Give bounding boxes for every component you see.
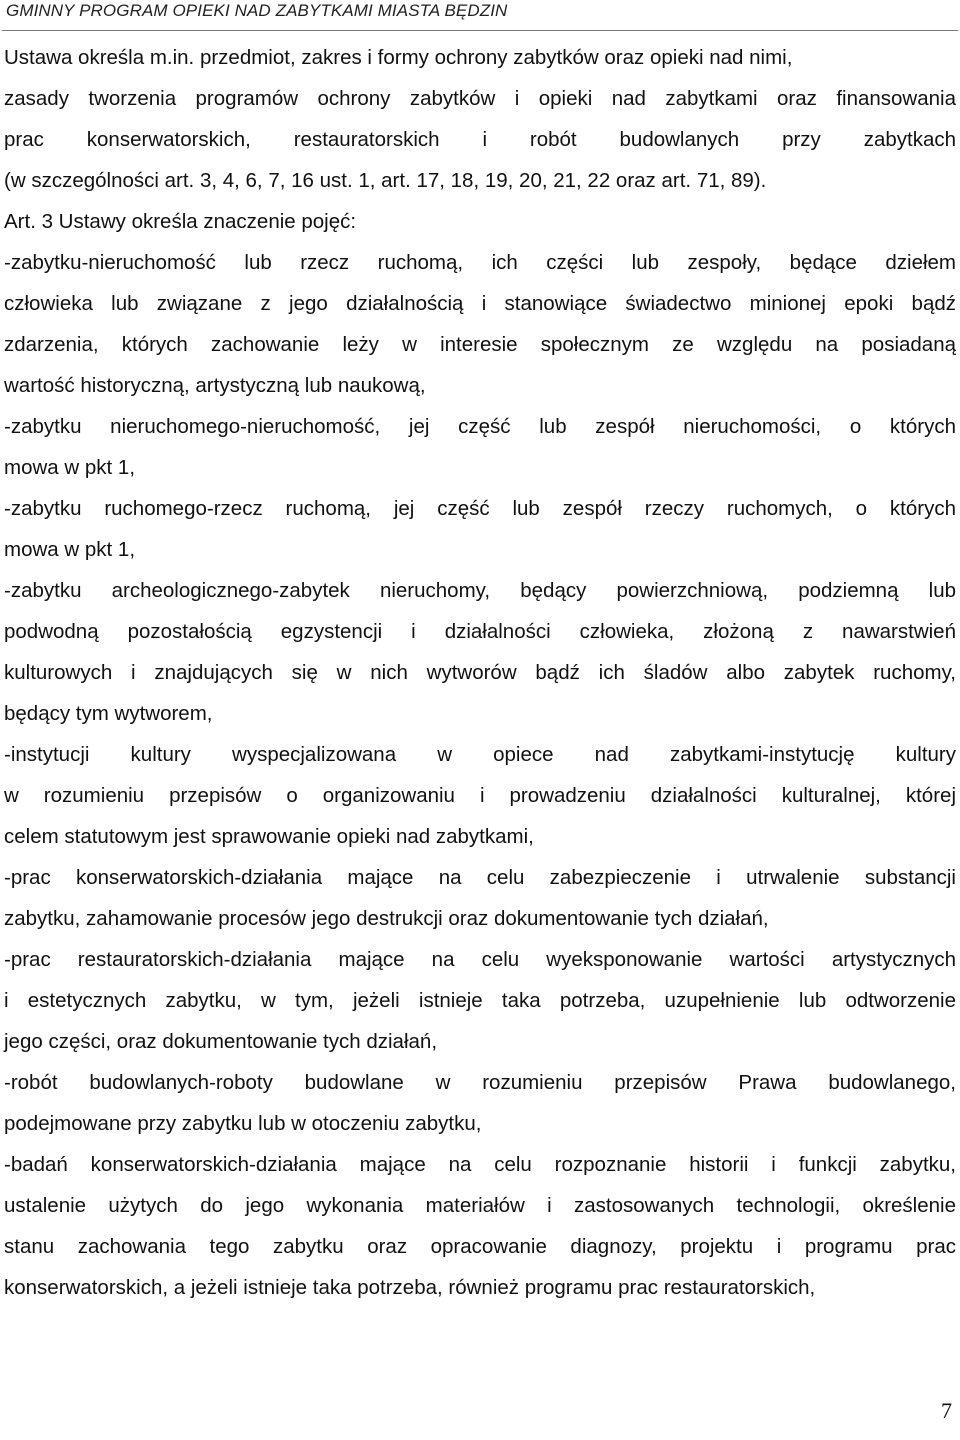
text-line: Art. 3 Ustawy określa znaczenie pojęć: — [4, 210, 357, 233]
text-line: kulturowych i znajdujących się w nich wytworów bądź ich śladów albo zabytek ruchomy, — [4, 661, 956, 684]
text-line: zdarzenia, których zachowanie leży w interesie społecznym ze względu na posiadaną — [4, 333, 956, 356]
text-line: zabytku, zahamowanie procesów jego destrukcji oraz dokumentowanie tych działań, — [4, 907, 769, 930]
page-number: 7 — [941, 1398, 952, 1423]
text-line: -zabytku ruchomego-rzecz ruchomą, jej część lub zespół rzeczy ruchomych, o których — [4, 497, 956, 520]
running-header: GMINNY PROGRAM OPIEKI NAD ZABYTKAMI MIASTA BĘDZIN — [6, 1, 508, 20]
header-divider — [2, 30, 958, 31]
text-line: podwodną pozostałością egzystencji i działalności człowieka, złożoną z nawarstwień — [4, 620, 956, 643]
text-line: jego części, oraz dokumentowanie tych działań, — [4, 1030, 438, 1053]
text-line: mowa w pkt 1, — [4, 538, 136, 561]
text-line: -instytucji kultury wyspecjalizowana w opiece nad zabytkami-instytucję kultury — [4, 743, 956, 766]
text-line: -badań konserwatorskich-działania mające na celu rozpoznanie historii i funkcji zabytku, — [4, 1153, 956, 1176]
text-line: będący tym wytworem, — [4, 702, 213, 725]
text-line: mowa w pkt 1, — [4, 456, 136, 479]
text-line: wartość historyczną, artystyczną lub naukową, — [4, 374, 426, 397]
text-line: -zabytku archeologicznego-zabytek nieruchomy, będący powierzchniową, podziemną lub — [4, 579, 956, 602]
text-line: -prac konserwatorskich-działania mające na celu zabezpieczenie i utrwalenie substancji — [4, 866, 956, 889]
text-line: Ustawa określa m.in. przedmiot, zakres i formy ochrony zabytków oraz opieki nad nimi, — [4, 46, 793, 69]
text-line: stanu zachowania tego zabytku oraz opracowanie diagnozy, projektu i programu prac — [4, 1235, 956, 1258]
text-line: konserwatorskich, a jeżeli istnieje taka potrzeba, również programu prac restauratorskich, — [4, 1276, 816, 1299]
text-line: -robót budowlanych-roboty budowlane w rozumieniu przepisów Prawa budowlanego, — [4, 1071, 956, 1094]
text-line: ustalenie użytych do jego wykonania materiałów i zastosowanych technologii, określenie — [4, 1194, 956, 1217]
text-line: zasady tworzenia programów ochrony zabytków i opieki nad zabytkami oraz finansowania — [4, 87, 956, 110]
text-line: podejmowane przy zabytku lub w otoczeniu zabytku, — [4, 1112, 482, 1135]
text-line: -zabytku nieruchomego-nieruchomość, jej część lub zespół nieruchomości, o których — [4, 415, 956, 438]
text-line: w rozumieniu przepisów o organizowaniu i prowadzeniu działalności kulturalnej, której — [4, 784, 956, 807]
text-line: -prac restauratorskich-działania mające na celu wyeksponowanie wartości artystycznych — [4, 948, 956, 971]
text-line: (w szczególności art. 3, 4, 6, 7, 16 ust. 1, art. 17, 18, 19, 20, 21, 22 oraz art. 71, 89). — [4, 169, 767, 192]
text-line: człowieka lub związane z jego działalnością i stanowiące świadectwo minionej epoki bądź — [4, 292, 956, 315]
text-line: i estetycznych zabytku, w tym, jeżeli istnieje taka potrzeba, uzupełnienie lub odtworzenie — [4, 989, 956, 1012]
text-line: -zabytku-nieruchomość lub rzecz ruchomą, ich części lub zespoły, będące dziełem — [4, 251, 956, 274]
text-line: celem statutowym jest sprawowanie opieki nad zabytkami, — [4, 825, 534, 848]
text-line: prac konserwatorskich, restauratorskich i robót budowlanych przy zabytkach — [4, 128, 956, 151]
